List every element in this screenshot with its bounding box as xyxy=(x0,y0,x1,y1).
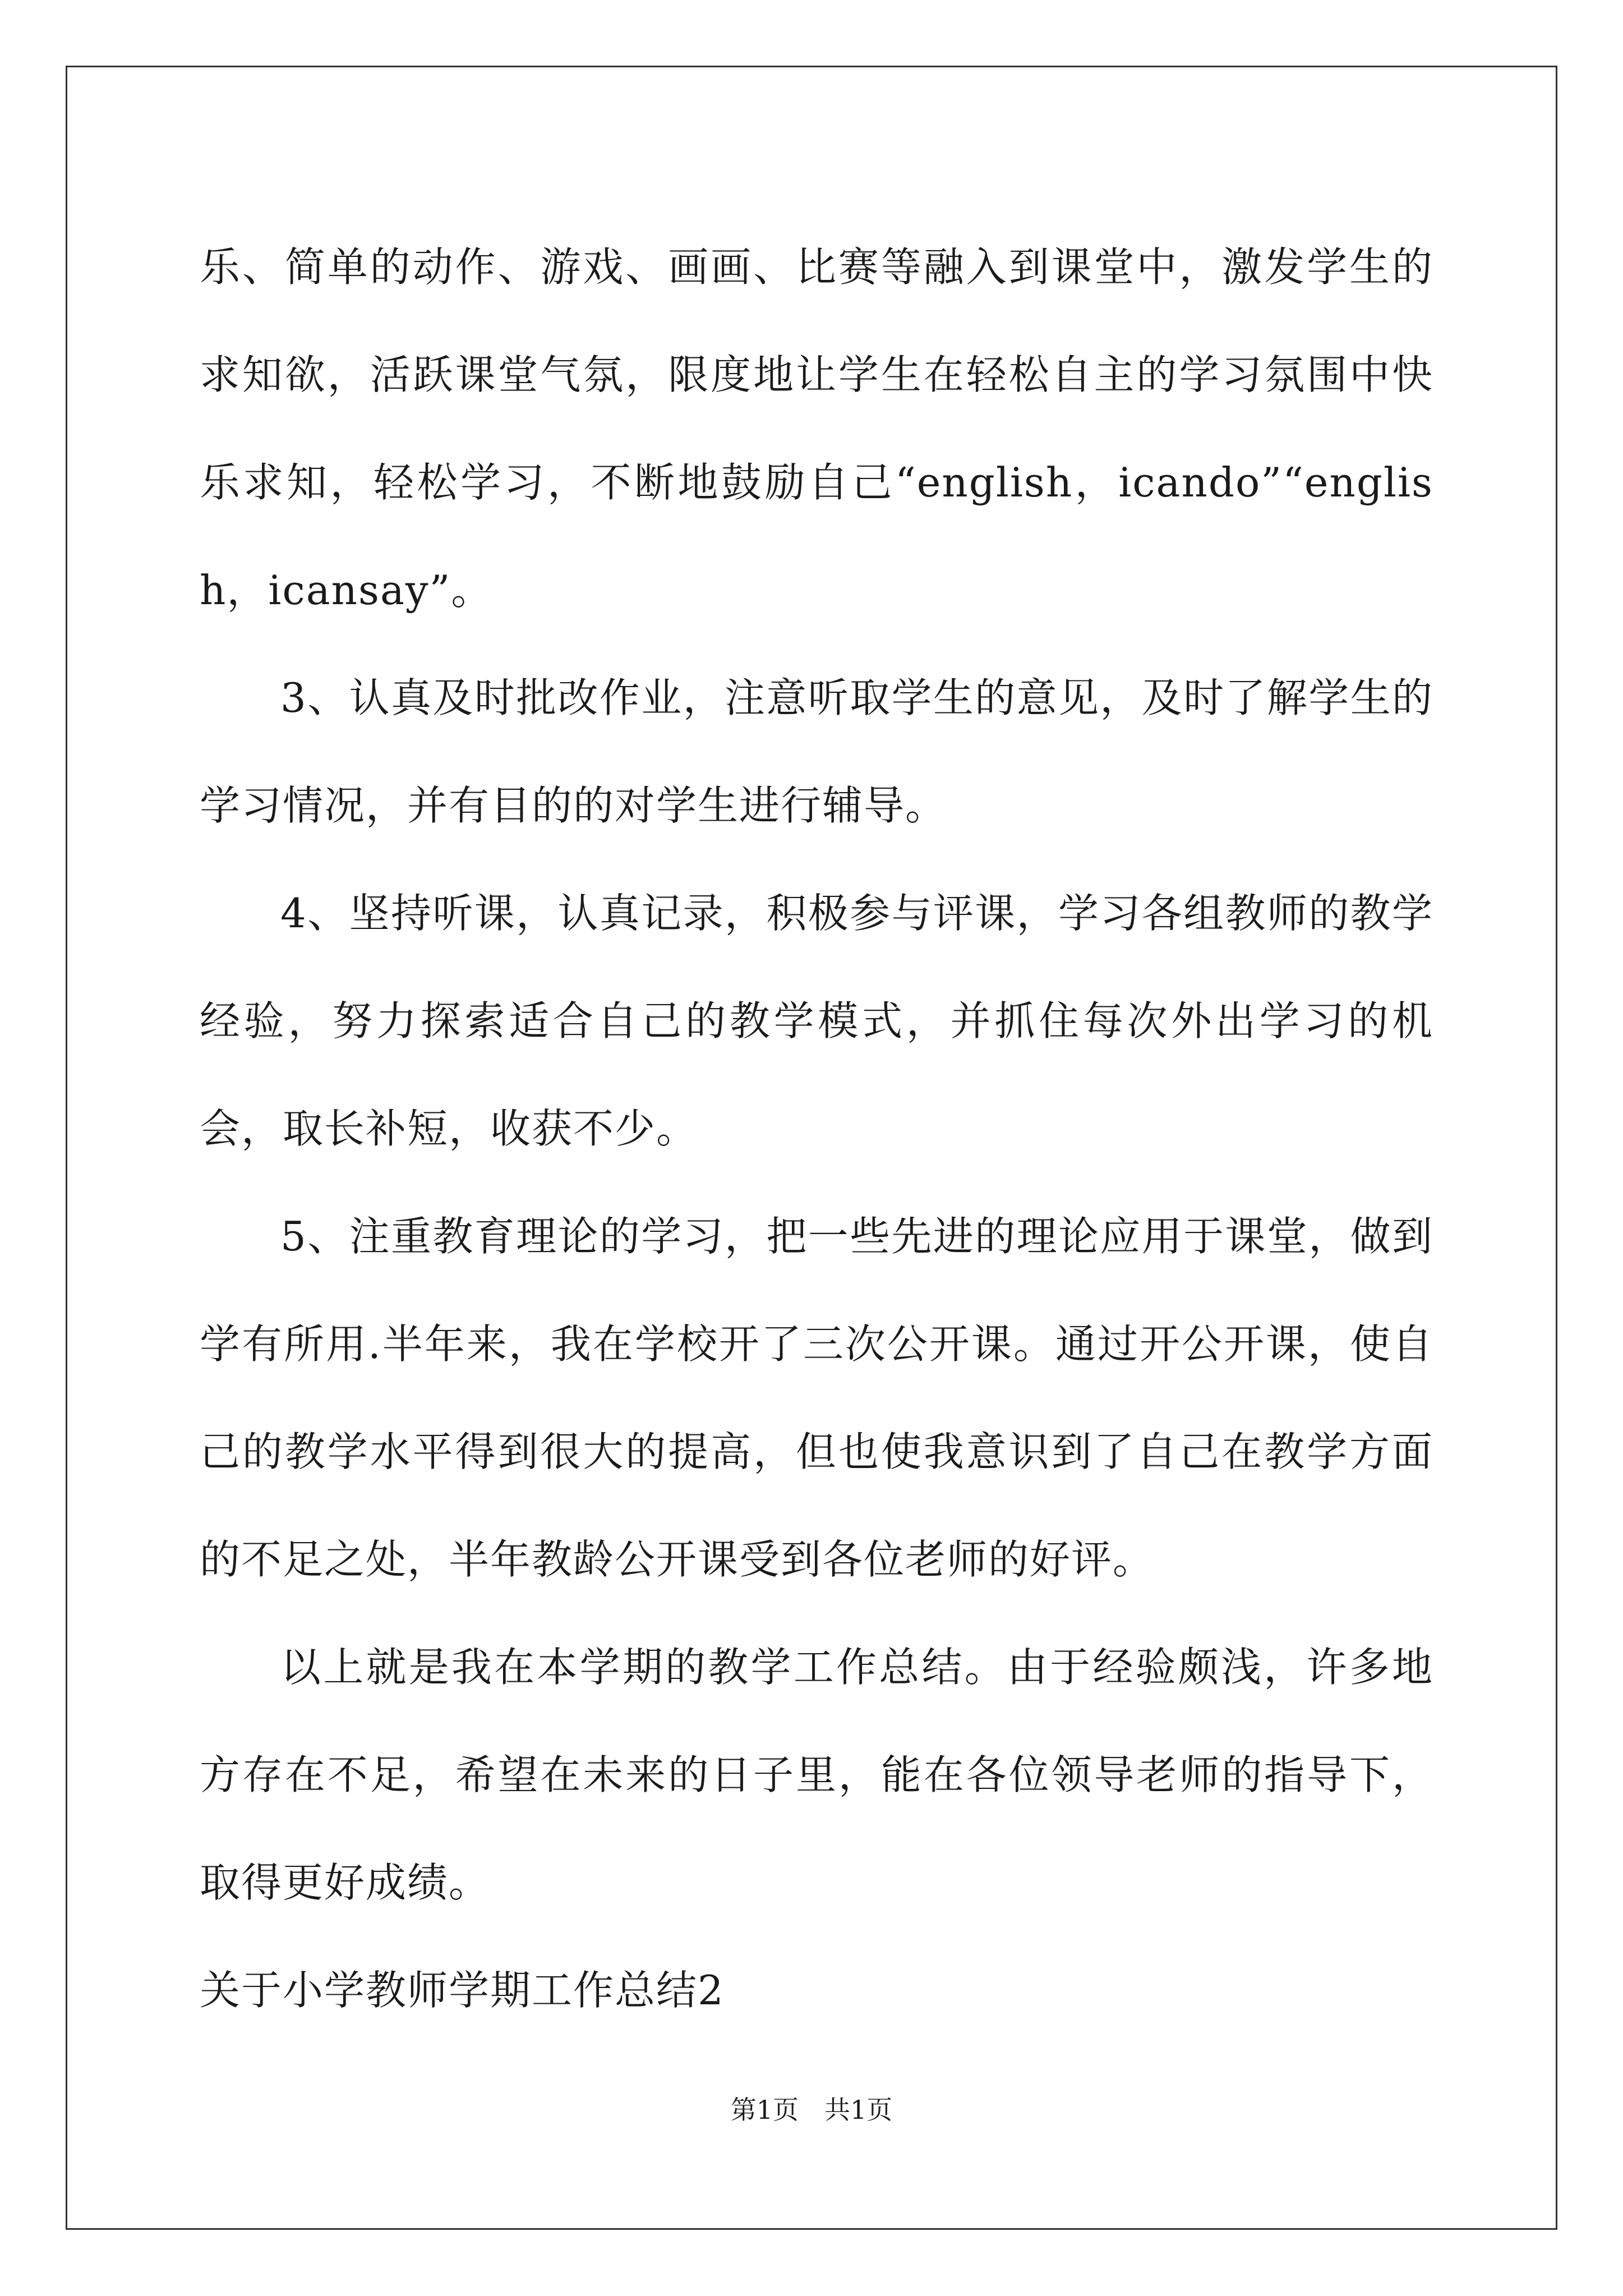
paragraph-conclusion: 以上就是我在本学期的教学工作总结。由于经验颇浅，许多地方存在不足，希望在未来的日子里，能在各位领导老师的指导下，取得更好成绩。 xyxy=(200,1644,1433,1906)
section-heading: 关于小学教师学期工作总结2 xyxy=(200,1967,725,2014)
document-body xyxy=(200,213,1433,2044)
paragraph-item-4: 4、坚持听课，认真记录，积极参与评课，学习各组教师的教学经验，努力探索适合自己的教学模式，并抓住每次外出学习的机会，取长补短，收获不少。 xyxy=(200,890,1433,1152)
paragraph-item-3: 3、认真及时批改作业，注意听取学生的意见，及时了解学生的学习情况，并有目的的对学生进行辅导。 xyxy=(200,674,1433,829)
paragraph-continuation: 乐、简单的动作、游戏、画画、比赛等融入到课堂中，激发学生的求知欲，活跃课堂气氛，限度地让学生在轻松自主的学习氛围中快乐求知，轻松学习，不断地鼓励自己“english，icando”“english，icansay”。 xyxy=(200,243,1433,614)
page-footer: 第1页 共1页 xyxy=(730,2095,893,2125)
paragraph-item-5: 5、注重教育理论的学习，把一些先进的理论应用于课堂，做到学有所用.半年来，我在学校开了三次公开课。通过开公开课，使自己的教学水平得到很大的提高，但也使我意识到了自己在教学方面的不足之处，半年教龄公开课受到各位老师的好评。 xyxy=(200,1213,1433,1583)
